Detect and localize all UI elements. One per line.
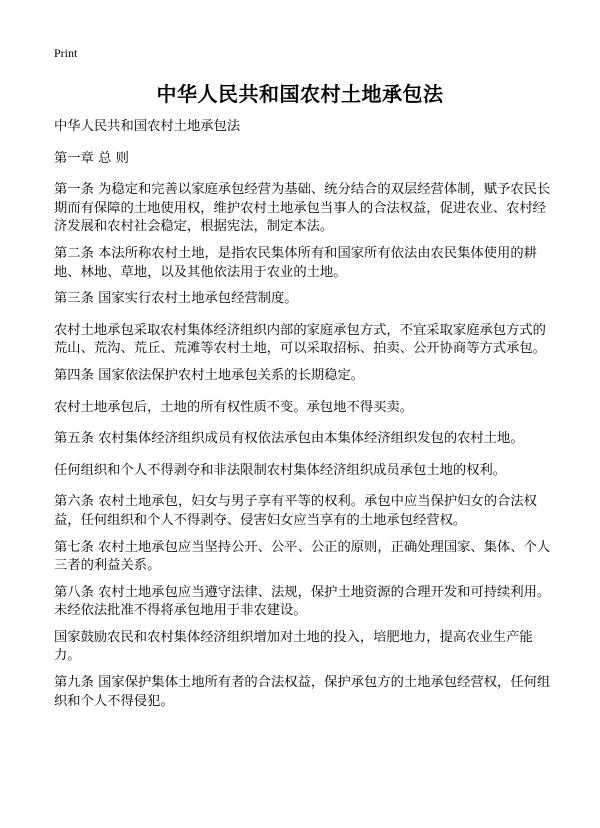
article-5-clause-paragraph: 任何组织和个人不得剥夺和非法限制农村集体经济组织成员承包土地的权利。 xyxy=(54,462,507,478)
article-3-clause-paragraph: 农村土地承包采取农村集体经济组织内部的家庭承包方式，不宜采取家庭承包方式的荒山、荒沟、荒丘、荒滩等农村土地，可以采取招标、拍卖、公开协商等方式承包。 xyxy=(54,322,546,357)
article-4-paragraph: 第四条 国家依法保护农村土地承包关系的长期稳定。 xyxy=(54,367,365,383)
article-8-clause-paragraph: 国家鼓励农民和农村集体经济组织增加对土地的投入，培肥地力，提高农业生产能力。 xyxy=(54,629,533,664)
article-6-paragraph: 第六条 农村土地承包，妇女与男子享有平等的权利。承包中应当保护妇女的合法权益，任何组织和个人不得剥夺、侵害妇女应当享有的土地承包经营权。 xyxy=(54,494,537,528)
page-title: 中华人民共和国农村土地承包法 xyxy=(156,82,444,106)
article-4-clause-paragraph: 农村土地承包后，土地的所有权性质不变。承包地不得买卖。 xyxy=(54,399,414,415)
article-3-paragraph: 第三条 国家实行农村土地承包经营制度。 xyxy=(54,291,298,307)
chapter-heading: 第一章 总 则 xyxy=(54,150,129,166)
article-9-paragraph: 第九条 国家保护集体土地所有者的合法权益，保护承包方的土地承包经营权，任何组织和个人不得侵犯。 xyxy=(54,675,551,709)
document-subtitle: 中华人民共和国农村土地承包法 xyxy=(54,119,241,134)
article-8-paragraph: 第八条 农村土地承包应当遵守法律、法规，保护土地资源的合理开发和可持续利用。未经依法批准不得将承包地用于非农建设。 xyxy=(54,584,551,619)
article-1-paragraph: 第一条 为稳定和完善以家庭承包经营为基础、统分结合的双层经营体制，赋予农民长期而有保障的土地使用权，维护农村土地承包当事人的合法权益，促进农业、农村经济发展和农村社会稳定，根据宪法，制定本法。 xyxy=(54,182,551,235)
article-7-paragraph: 第七条 农村土地承包应当坚持公开、公平、公正的原则，正确处理国家、集体、个人三者的利益关系。 xyxy=(54,539,551,574)
article-5-paragraph: 第五条 农村集体经济组织成员有权依法承包由本集体经济组织发包的农村土地。 xyxy=(54,431,524,447)
print-link[interactable]: Print xyxy=(54,46,78,60)
article-2-paragraph: 第二条 本法所称农村土地，是指农民集体所有和国家所有依法由农民集体使用的耕地、林地、草地，以及其他依法用于农业的土地。 xyxy=(54,245,537,280)
document-body xyxy=(54,118,554,719)
